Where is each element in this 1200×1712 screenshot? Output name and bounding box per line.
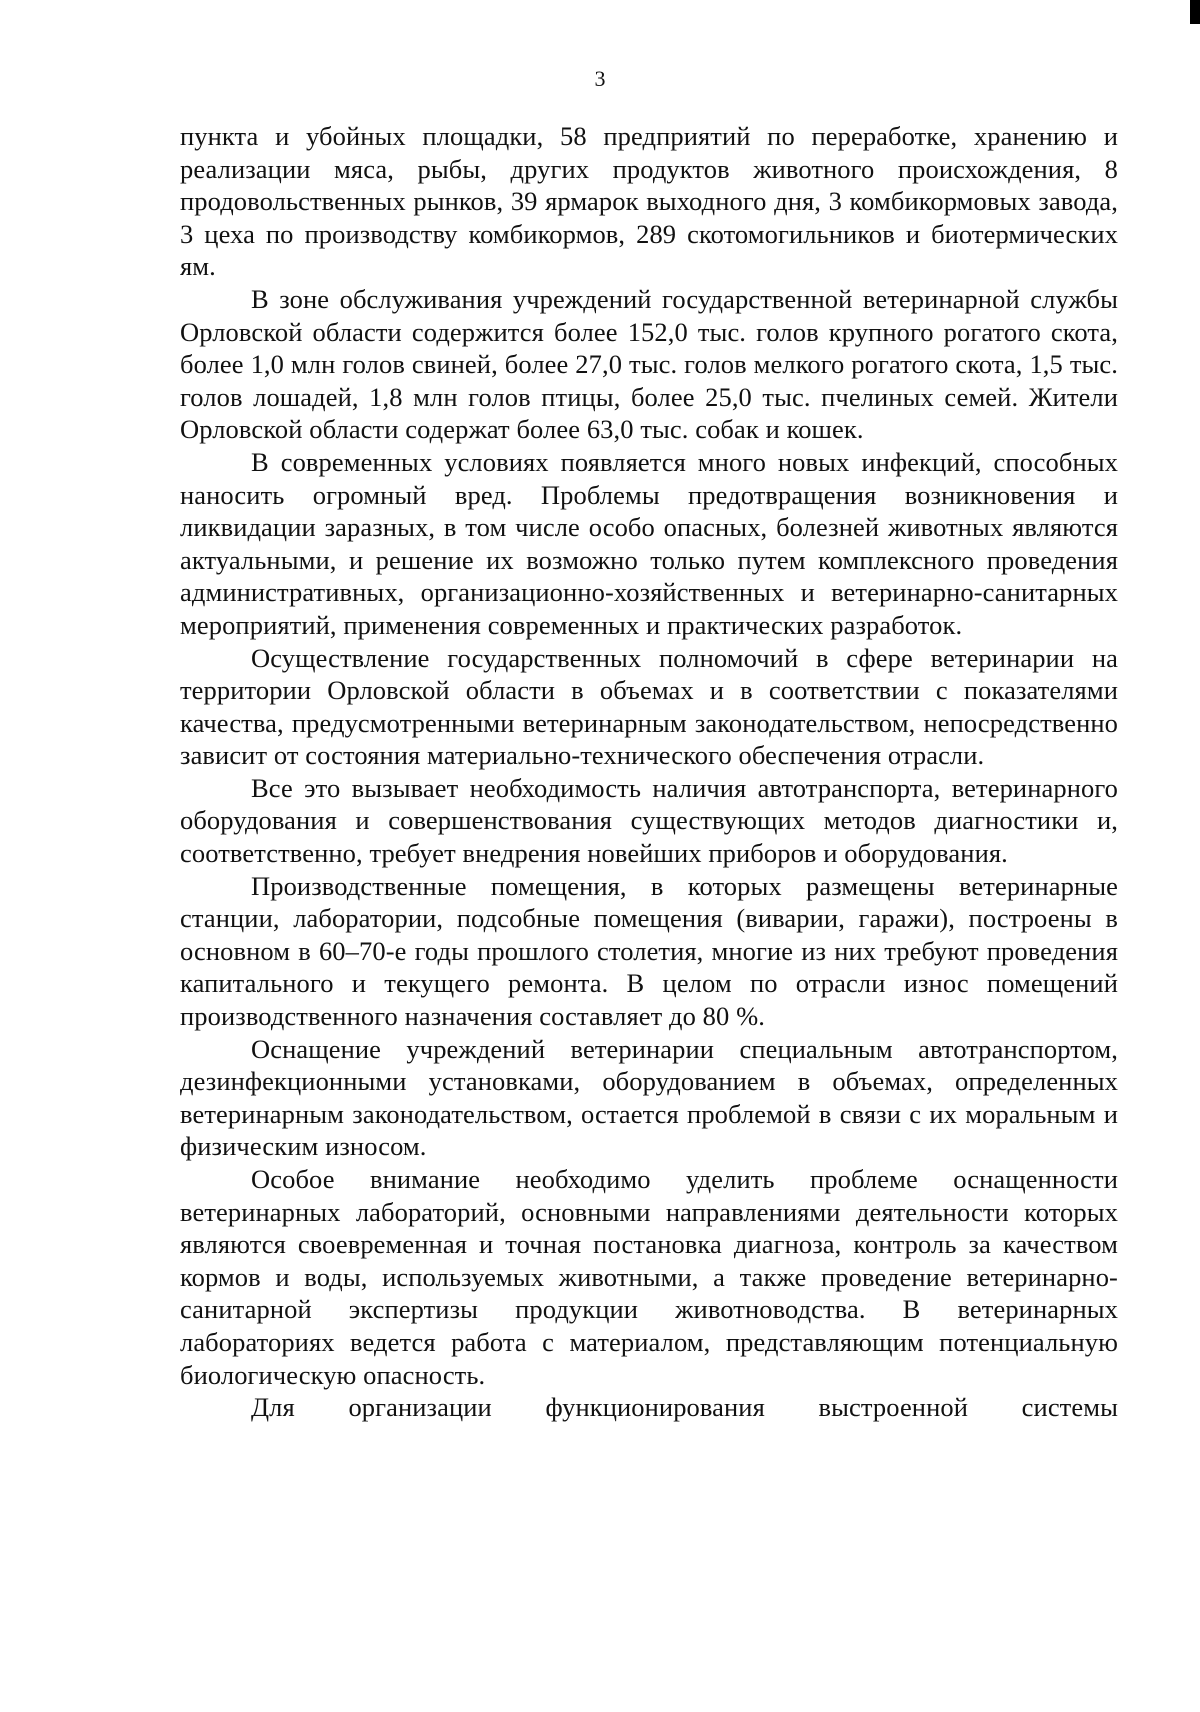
document-body [180,120,1118,1424]
paragraph-premises: Производственные помещения, в которых размещены ветеринарные станции, лаборатории, подсобные помещения (виварии, гаражи), построены в основном в 60–70-е годы прошлого столетия, многие из них требуют проведения капитального и текущего ремонта. В целом по отрасли износ помещений производственного назначения составляет до 80 %. [180,870,1118,1032]
scan-edge-mark [1190,0,1200,24]
paragraph-infections: В современных условиях появляется много новых инфекций, способных наносить огромный вред. Проблемы предотвращения возникновения и ликвидации заразных, в том числе особо опасных, болезней животных являются актуальными, и решение их возможно только путем комплексного проведения административных, организационно-хозяйственных и ветеринарно-санитарных мероприятий, применения современных и практических разработок. [180,446,1118,640]
paragraph-laboratories: Особое внимание необходимо уделить проблеме оснащенности ветеринарных лабораторий, основными направлениями деятельности которых являются своевременная и точная постановка диагноза, контроль за качеством кормов и воды, используемых животными, а также проведение ветеринарно-санитарной экспертизы продукции животноводства. В ветеринарных лабораториях ведется работа с материалом, представляющим потенциальную биологическую опасность. [180,1164,1118,1390]
paragraph-transport: Оснащение учреждений ветеринарии специальным автотранспортом, дезинфекционными установками, оборудованием в объемах, определенных ветеринарным законодательством, остается проблемой в связи с их моральным и физическим износом. [180,1033,1118,1162]
paragraph-equipment-need: Все это вызывает необходимость наличия автотранспорта, ветеринарного оборудования и совершенствования существующих методов диагностики и, соответственно, требует внедрения новейших приборов и оборудования. [180,772,1118,869]
page-number: 3 [594,66,606,91]
paragraph-livestock: В зоне обслуживания учреждений государственной ветеринарной службы Орловской области содержится более 152,0 тыс. голов крупного рогатого скота, более 1,0 млн голов свиней, более 27,0 тыс. голов мелкого рогатого скота, 1,5 тыс. голов лошадей, 1,8 млн голов птицы, более 25,0 тыс. пчелиных семей. Жители Орловской области содержат более 63,0 тыс. собак и кошек. [180,283,1118,445]
paragraph-facilities-continued: пункта и убойных площадки, 58 предприятий по переработке, хранению и реализации мяса, рыбы, других продуктов животного происхождения, 8 продовольственных рынков, 39 ярмарок выходного дня, 3 комбикормовых завода, 3 цеха по производству комбикормов, 289 скотомогильников и биотермических ям. [180,121,1118,282]
paragraph-state-powers: Осуществление государственных полномочий в сфере ветеринарии на территории Орловской области в объемах и в соответствии с показателями качества, предусмотренными ветеринарным законодательством, непосредственно зависит от состояния материально-технического обеспечения отрасли. [180,642,1118,771]
paragraph-system-organization: Для организации функционирования выстроенной системы [251,1392,1118,1423]
